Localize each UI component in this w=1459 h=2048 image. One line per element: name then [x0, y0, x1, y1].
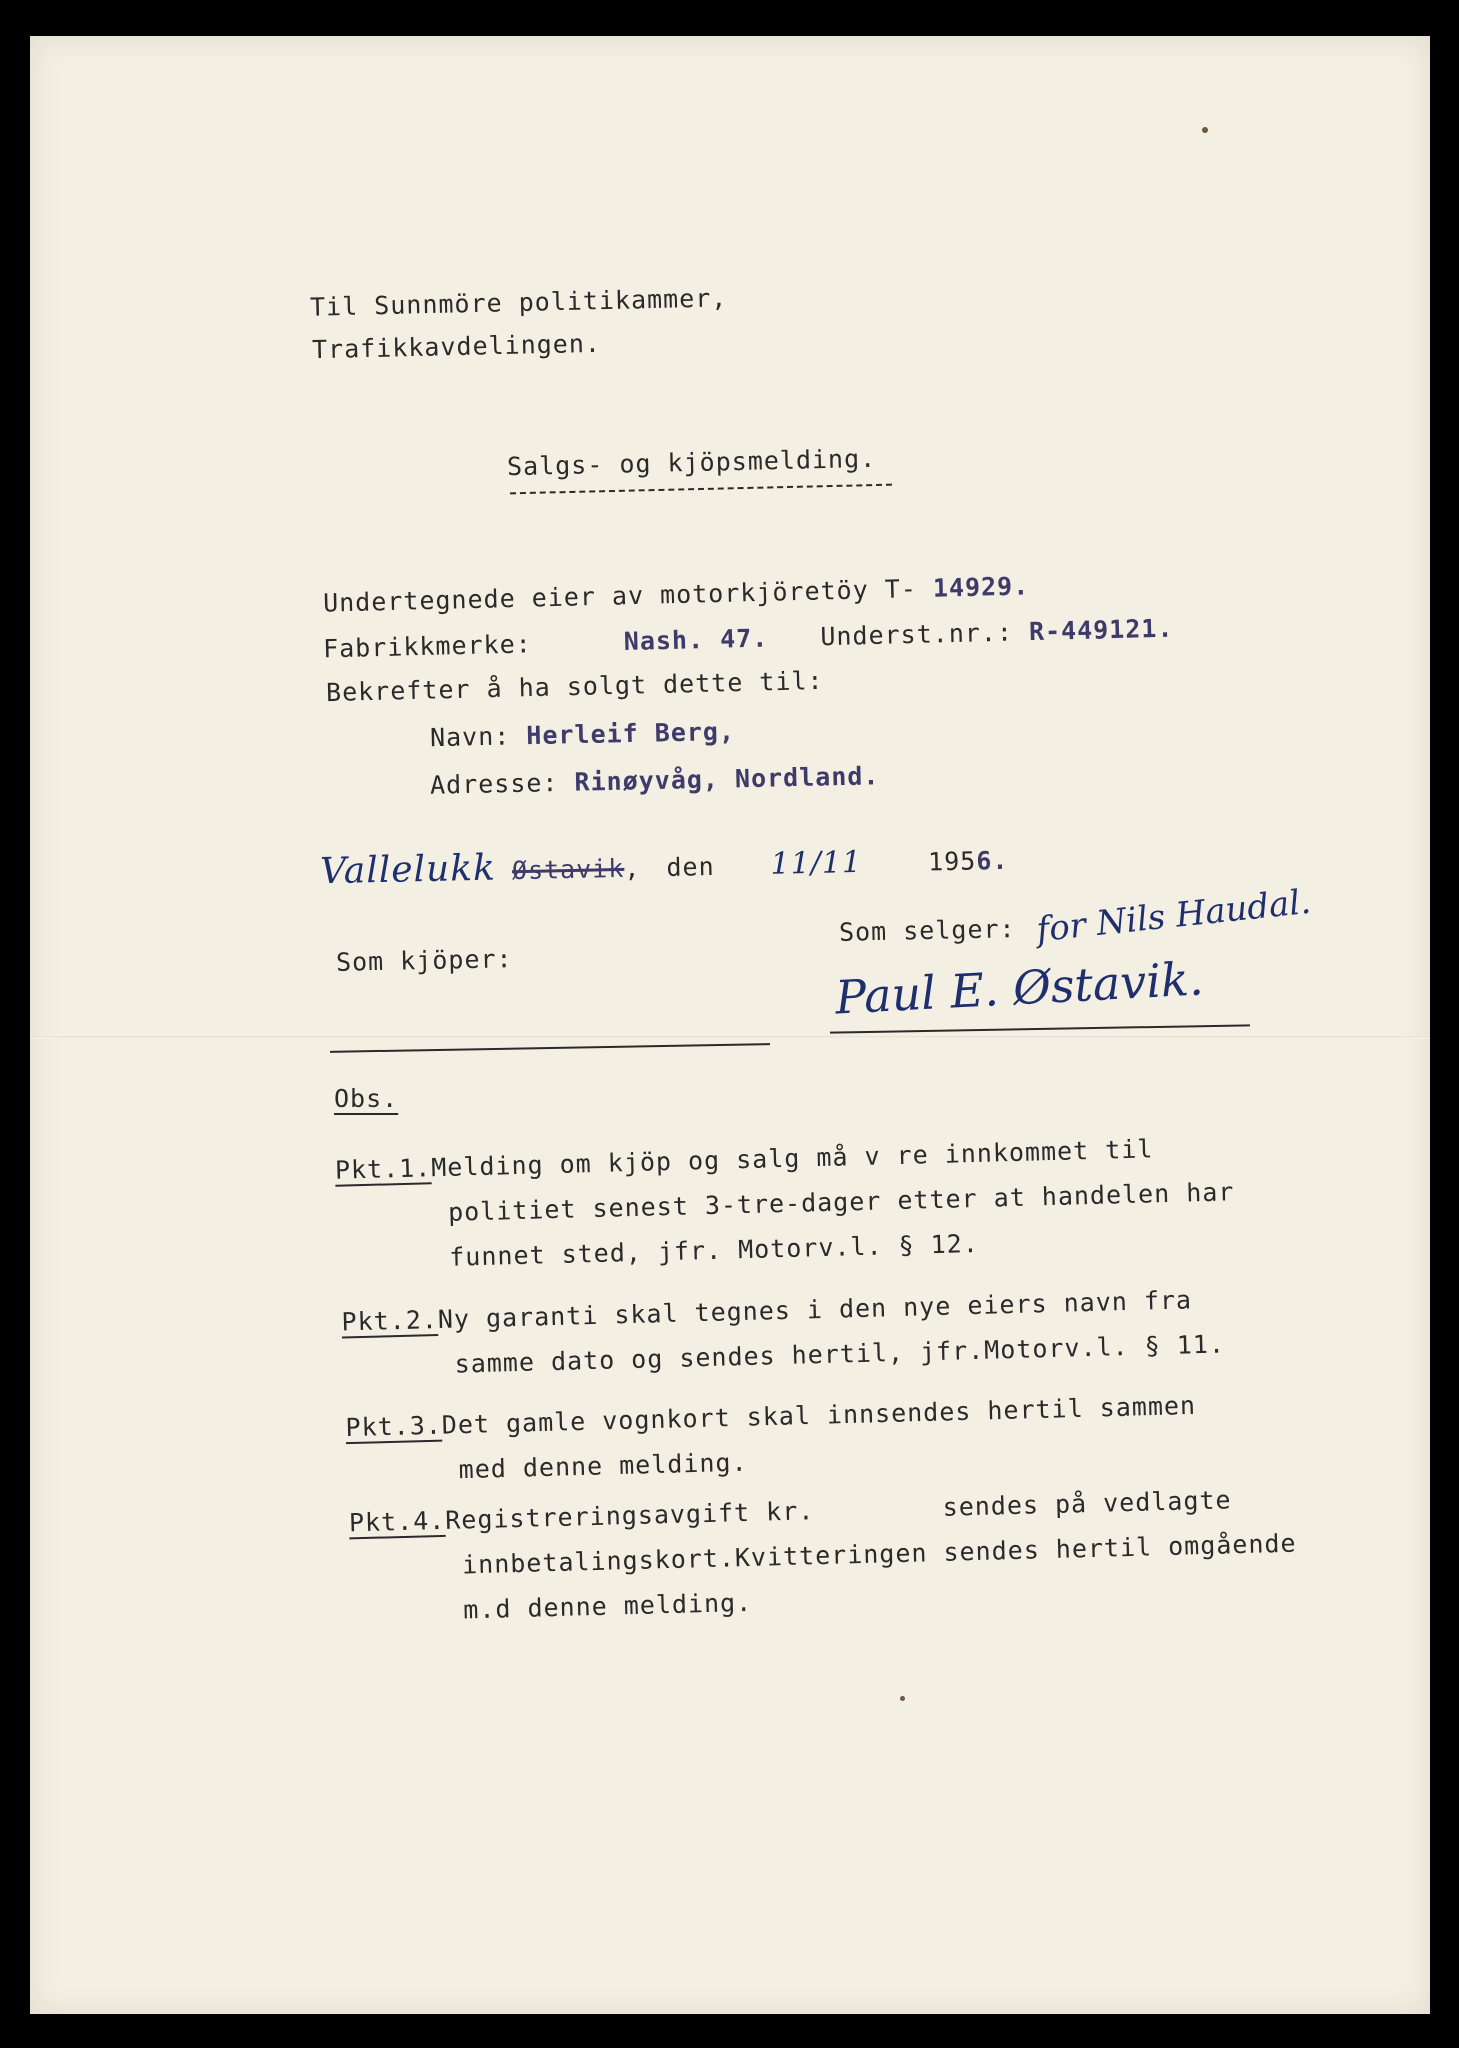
recipient-line-2: Trafikkavdelingen.	[311, 328, 602, 365]
buyer-address-label: Adresse:	[429, 768, 559, 800]
owner-line	[323, 571, 1030, 617]
make-line	[323, 614, 1174, 664]
make-label: Fabrikkmerke:	[322, 629, 533, 664]
recipient-line-1: Til Sunnmöre politikammer,	[309, 283, 728, 322]
title-underline	[510, 484, 892, 495]
buyer-name-line	[430, 717, 736, 752]
note-2-line-1: Ny garanti skal tegnes i den nye eiers navn fra	[437, 1285, 1193, 1335]
seller-signature-line	[830, 1024, 1250, 1033]
den-word: den	[666, 851, 715, 882]
note-3-label: Pkt.3.	[345, 1410, 443, 1443]
notes-heading: Obs.	[334, 1084, 399, 1113]
note-4-line-1: Registreringsavgift kr. sendes på vedlagte	[444, 1485, 1232, 1535]
ink-spot	[1202, 127, 1208, 133]
note-4	[348, 1476, 1298, 1636]
document-page	[30, 36, 1430, 2014]
note-2-line-2: samme dato og sendes hertil, jfr.Motorv.l. § 11.	[454, 1329, 1226, 1379]
confirm-text: Bekrefter å ha solgt dette til:	[325, 665, 824, 708]
note-4-line-3: m.d denne melding.	[462, 1587, 753, 1625]
buyer-address-value: Rinøyvåg, Nordland.	[574, 761, 880, 797]
ink-spot	[900, 1696, 905, 1701]
note-1-label: Pkt.1.	[334, 1153, 432, 1185]
date-hand: 11/11	[770, 844, 863, 882]
owner-label: Undertegnede eier av motorkjöretöy T-	[322, 574, 918, 618]
note-1-line-3: funnet sted, jfr. Motorv.l. § 12.	[448, 1228, 980, 1272]
place-date-line	[320, 837, 1009, 892]
note-4-label: Pkt.4.	[348, 1505, 446, 1538]
chassis-label: Underst.nr.:	[820, 617, 1014, 652]
place-comma: ,	[624, 853, 641, 883]
note-4-line-2: innbetalingskort.Kvitteringen sendes hertil omgående	[461, 1528, 1297, 1580]
buyer-label: Som kjöper:	[335, 944, 513, 977]
note-3-line-1: Det gamle vognkort skal innsendes hertil sammen	[441, 1390, 1197, 1440]
buyer-name-label: Navn:	[429, 721, 511, 753]
buyer-signature-line	[330, 1043, 770, 1053]
note-1-line-1: Melding om kjöp og salg må v re innkommet til	[430, 1134, 1154, 1183]
note-2	[341, 1276, 1226, 1389]
note-2-label: Pkt.2.	[341, 1305, 439, 1337]
seller-hand-note: for Nils Haudal.	[1034, 881, 1313, 951]
note-3	[345, 1383, 1198, 1495]
year-prefix: 195	[927, 846, 977, 877]
struck-place: Østavik	[511, 853, 625, 886]
make-value: Nash. 47.	[623, 623, 769, 657]
buyer-name-value: Herleif Berg,	[526, 716, 736, 751]
note-3-line-2: med denne melding.	[458, 1447, 748, 1485]
handwritten-place: Vallelukk	[319, 847, 497, 893]
reg-number: 14929.	[932, 571, 1030, 603]
note-1	[334, 1124, 1236, 1282]
fold-crease	[30, 1036, 1430, 1039]
buyer-address-line	[430, 761, 880, 799]
chassis-value: R-449121.	[1028, 613, 1174, 647]
seller-signature: Paul E. Østavik.	[833, 951, 1205, 1025]
seller-label: Som selger:	[838, 914, 1016, 947]
document-title: Salgs- og kjöpsmelding.	[506, 443, 877, 482]
note-1-line-2: politiet senest 3-tre-dager etter at handelen har	[447, 1177, 1235, 1227]
year-suffix: 6.	[975, 845, 1009, 876]
